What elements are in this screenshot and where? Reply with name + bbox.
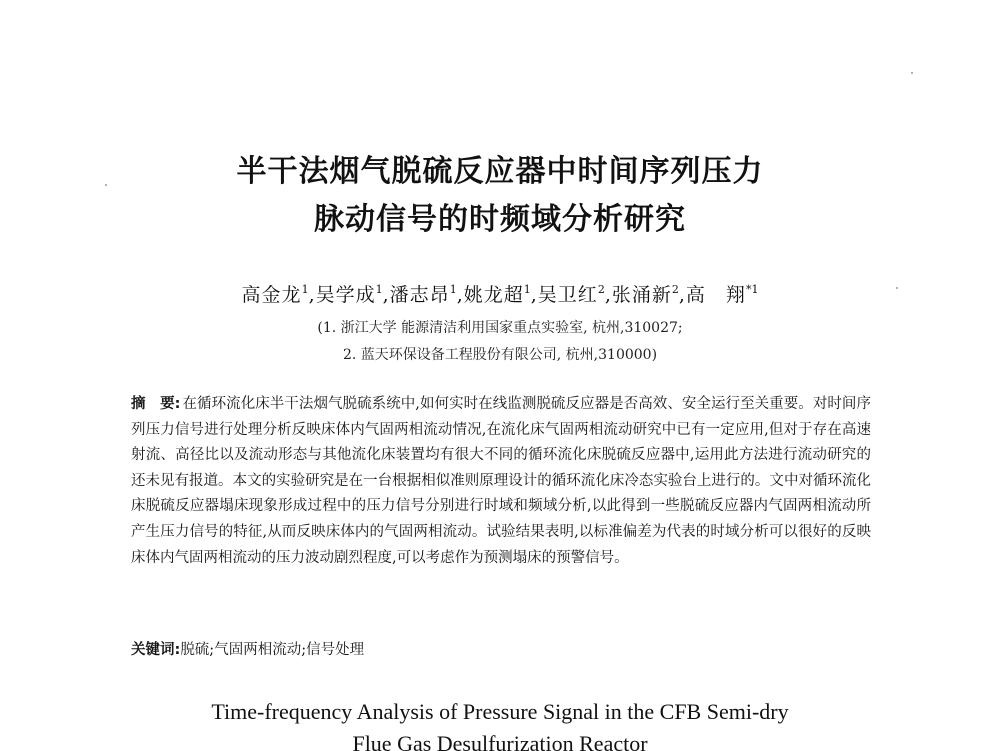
author-affiliation-mark: 2 bbox=[597, 283, 605, 296]
author-affiliation-mark: 1 bbox=[523, 283, 531, 296]
author-name: 高金龙 bbox=[241, 284, 302, 306]
english-title-line-2: Flue Gas Desulfurization Reactor bbox=[352, 731, 648, 751]
author-name: 潘志昂 bbox=[389, 284, 450, 306]
author-affiliation-mark: 1 bbox=[375, 283, 383, 296]
abstract-text: 在循环流化床半干法烟气脱硫系统中,如何实时在线监测脱硫反应器是否高效、安全运行至关重要。对时间序列压力信号进行处理分析反映床体内气固两相流动情况,在流化床气固两相流动研究中已有一定应用,但对于存在高速射流、高径比以及流动形态与其他流化床装置均有很大不同的循环流化床脱硫反应器中,运用此方法进行流动研究的还未见有报道。本文的实验研究是在一台根据相似准则原理设计的循环流化床冷态实验台上进行的。文中对循环流化床脱硫反应器塌床现象形成过程中的压力信号分别进行时域和频域分析,以此得到一些脱硫反应器内气固两相流动所产生压力信号的特征,从而反映床体内的气固两相流动。试验结果表明,以标准偏差为代表的时域分析可以很好的反映床体内气固两相流动的压力波动剧烈程度,可以考虑作为预测塌床的预警信号。 bbox=[131, 396, 871, 566]
abstract bbox=[131, 392, 871, 571]
author-affiliation-mark: 1 bbox=[301, 283, 309, 296]
affiliation-line-2: 2. 蓝天环保设备工程股份有限公司, 杭州,310000) bbox=[342, 347, 658, 363]
affiliation-line-1: (1. 浙江大学 能源清洁利用国家重点实验室, 杭州,310027; bbox=[317, 320, 683, 336]
paper-title-line-2: 脉动信号的时频域分析研究 bbox=[314, 202, 686, 237]
author-affiliation-mark: 2 bbox=[671, 283, 679, 296]
scan-speck bbox=[896, 287, 898, 289]
author-affiliation-mark: *1 bbox=[745, 283, 759, 296]
paper-title-line-1: 半干法烟气脱硫反应器中时间序列压力 bbox=[236, 154, 764, 189]
author-name: 吴学成 bbox=[315, 284, 376, 306]
abstract-label: 摘 要: bbox=[131, 396, 181, 412]
keywords-text: 脱硫;气固两相流动;信号处理 bbox=[180, 642, 365, 658]
scan-speck bbox=[911, 72, 913, 74]
author-name: 吴卫红 bbox=[537, 284, 598, 306]
scan-speck bbox=[105, 184, 107, 186]
author-name: 张涌新 bbox=[611, 284, 672, 306]
author-name: 高 翔 bbox=[685, 284, 746, 306]
keywords bbox=[131, 638, 871, 659]
english-title-line-1: Time-frequency Analysis of Pressure Signal in the CFB Semi-dry bbox=[211, 699, 789, 724]
author-affiliation-mark: 1 bbox=[449, 283, 457, 296]
author-list: 高金龙$^1$,吴学成$^1$,潘志昂$^1$,姚龙超$^1$,吴卫红$^2$,张涌新$^2$,高 翔$^{*1}$ bbox=[241, 283, 759, 306]
author-name: 姚龙超 bbox=[463, 284, 524, 306]
keywords-label: 关键词: bbox=[131, 642, 181, 658]
